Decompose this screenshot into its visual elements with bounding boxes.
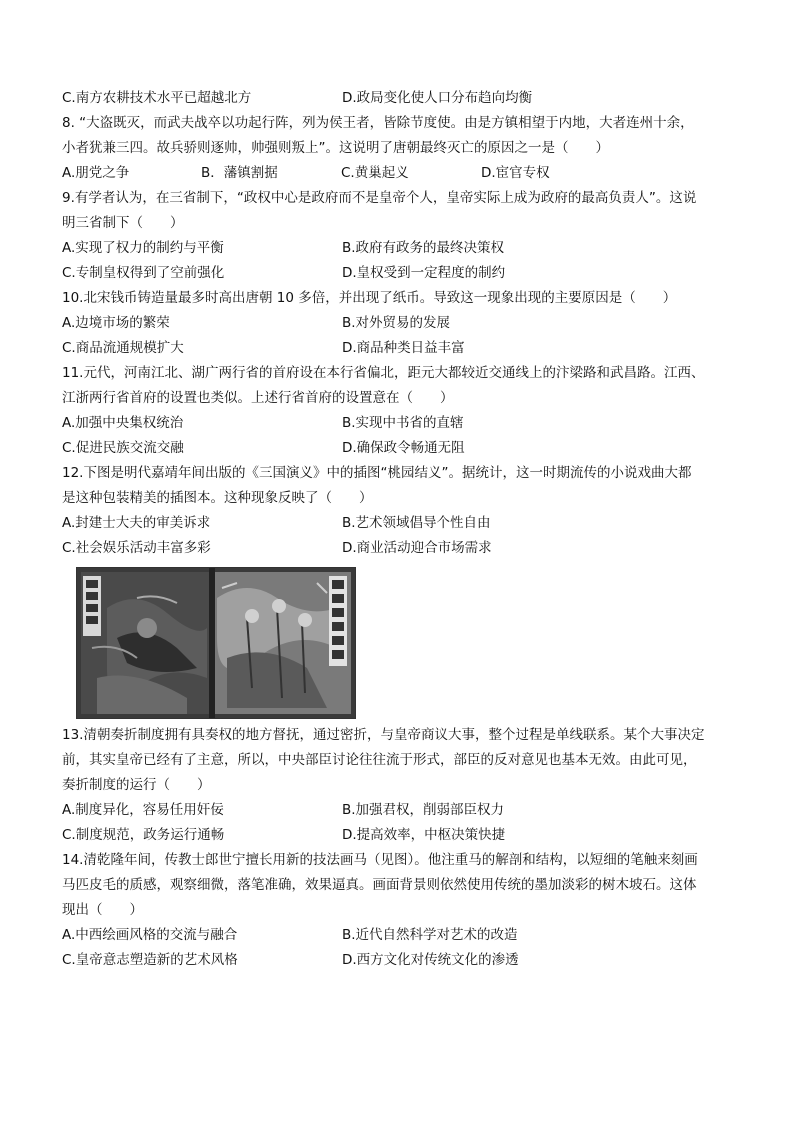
woodblock-print-image [77, 568, 355, 718]
option-d: D.皇权受到一定程度的制约 [342, 265, 506, 281]
question-text-line: 前，其实皇帝已经有了主意，所以，中央部臣讨论往往流于形式，部臣的反对意见也基本无效。由此可见， [62, 752, 697, 768]
option-a: A.中西绘画风格的交流与融合 [62, 927, 238, 943]
question-text-line: 马匹皮毛的质感，观察细微，落笔准确，效果逼真。画面背景则依然使用传统的墨加淡彩的树木坡石。这体 [62, 877, 697, 893]
option-a: A.边境市场的繁荣 [62, 315, 170, 331]
option-d: D.提高效率，中枢决策快捷 [342, 827, 506, 843]
options-row [62, 411, 734, 436]
options-row [62, 436, 734, 461]
question-text-line: 12.下图是明代嘉靖年间出版的《三国演义》中的插图“桃园结义”。据统计，这一时期流传的小说戏曲大都 [62, 465, 692, 481]
question-14 [62, 848, 734, 973]
options-row [62, 336, 734, 361]
question-9 [62, 186, 734, 286]
question-text-line: 明三省制下（ ） [62, 215, 184, 231]
exam-page [62, 86, 734, 973]
option-a: A.制度异化，容易任用奸佞 [62, 802, 224, 818]
option-a: A.封建士大夫的审美诉求 [62, 515, 211, 531]
option-b: B.加强君权，削弱部臣权力 [342, 802, 505, 818]
question-13 [62, 723, 734, 848]
option-a: A.加强中央集权统治 [62, 415, 184, 431]
question-text-line: 现出（ ） [62, 902, 143, 918]
option-c: C.专制皇权得到了空前强化 [62, 265, 225, 281]
question-text-line: 小者犹兼三四。故兵骄则逐帅，帅强则叛上”。这说明了唐朝最终灭亡的原因之一是（ ） [62, 140, 609, 156]
option-b: B.艺术领域倡导个性自由 [342, 515, 491, 531]
question-8 [62, 111, 734, 186]
options-row [62, 311, 734, 336]
option-c: C.南方农耕技术水平已超越北方 [62, 90, 252, 106]
question-text-line: 10.北宋钱币铸造量最多时高出唐朝 10 多倍，并出现了纸币。导致这一现象出现的主要原因是（ ） [62, 290, 677, 306]
options-row [62, 511, 734, 536]
option-c: C.促进民族交流交融 [62, 440, 184, 456]
options-row [62, 161, 734, 186]
option-c: C.皇帝意志塑造新的艺术风格 [62, 952, 238, 968]
option-b: B.实现中书省的直辖 [342, 415, 464, 431]
options-row [62, 261, 734, 286]
option-c: C.商品流通规模扩大 [62, 340, 184, 356]
option-b: B．藩镇割据 [201, 165, 278, 181]
options-row [62, 536, 734, 561]
question-text-line: 13.清朝奏折制度拥有具奏权的地方督抚，通过密折，与皇帝商议大事，整个过程是单线联系。某个大事决定 [62, 727, 705, 743]
option-d: D.西方文化对传统文化的渗透 [342, 952, 519, 968]
question-11 [62, 361, 734, 461]
option-d: D.宦官专权 [481, 165, 550, 181]
options-row [62, 948, 734, 973]
options-row [62, 823, 734, 848]
options-row [62, 236, 734, 261]
options-row [62, 86, 734, 111]
question-text-line: 奏折制度的运行（ ） [62, 777, 211, 793]
question-text-line: 14.清乾隆年间，传教士郎世宁擅长用新的技法画马（见图）。他注重马的解剖和结构，以短细的笔触来刻画 [62, 852, 698, 868]
options-row [62, 923, 734, 948]
option-c: C.社会娱乐活动丰富多彩 [62, 540, 211, 556]
option-a: A.实现了权力的制约与平衡 [62, 240, 224, 256]
option-b: B.政府有政务的最终决策权 [342, 240, 505, 256]
question-text-line: 11.元代，河南江北、湖广两行省的首府设在本行省偏北，距元大都较近交通线上的汴梁路和武昌路。江西、 [62, 365, 705, 381]
option-c: C.黄巢起义 [341, 165, 409, 181]
option-a: A.朋党之争 [62, 165, 130, 181]
option-c: C.制度规范，政务运行通畅 [62, 827, 225, 843]
illustration-taoyuan-jieyi [76, 567, 356, 719]
option-d: D.商业活动迎合市场需求 [342, 540, 492, 556]
question-12 [62, 461, 734, 719]
option-d: D.确保政令畅通无阻 [342, 440, 465, 456]
option-b: B.对外贸易的发展 [342, 315, 451, 331]
question-text-line: 8. “大盗既灭，而武夫战卒以功起行阵，列为侯王者，皆除节度使。由是方镇相望于内地，大者连州十余， [62, 115, 694, 131]
options-row [62, 798, 734, 823]
question-text-line: 江浙两行省首府的设置也类似。上述行省首府的设置意在（ ） [62, 390, 454, 406]
question-10 [62, 286, 734, 361]
question-text-line: 是这种包装精美的插图本。这种现象反映了（ ） [62, 490, 373, 506]
question-7-tail [62, 86, 734, 111]
option-d: D.商品种类日益丰富 [342, 340, 465, 356]
question-text-line: 9.有学者认为，在三省制下，“政权中心是政府而不是皇帝个人，皇帝实际上成为政府的最高负责人”。这说 [62, 190, 697, 206]
option-b: B.近代自然科学对艺术的改造 [342, 927, 518, 943]
option-d: D.政局变化使人口分布趋向均衡 [342, 90, 533, 106]
